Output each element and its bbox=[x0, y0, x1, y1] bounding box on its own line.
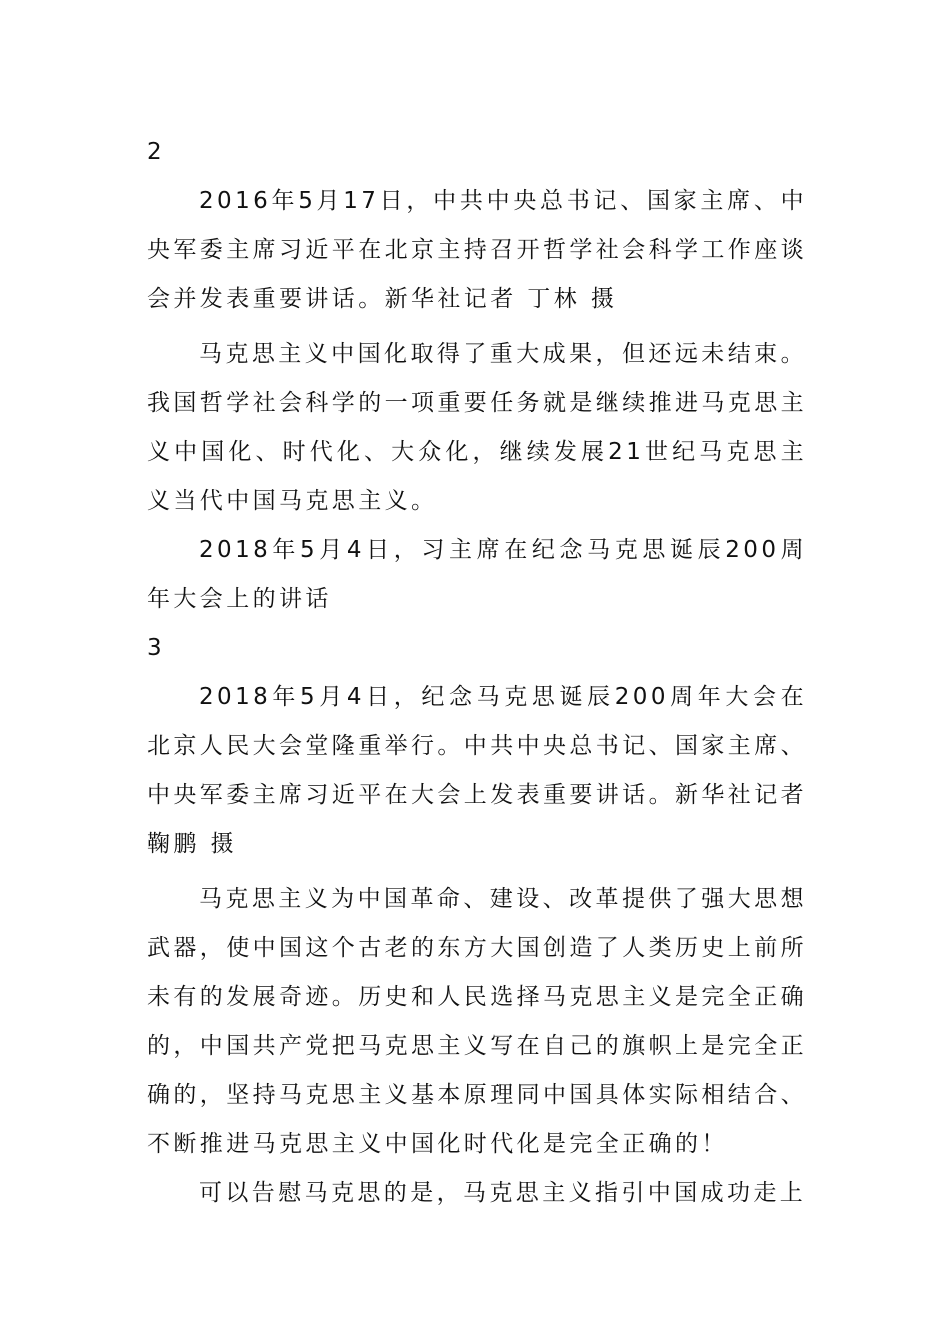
page-number: 2 bbox=[147, 139, 162, 165]
page-number: 3 bbox=[147, 635, 162, 661]
body-paragraph: 2018年5月4日，习主席在纪念马克思诞辰200周年大会上的讲话 bbox=[147, 537, 807, 612]
photo-caption: 2016年5月17日，中共中央总书记、国家主席、中央军委主席习近平在北京主持召开哲学社会科学工作座谈会并发表重要讲话。新华社记者 丁林 摄 bbox=[147, 188, 807, 312]
body-paragraph: 可以告慰马克思的是，马克思主义指引中国成功走上 bbox=[199, 1180, 807, 1206]
body-paragraph: 马克思主义为中国革命、建设、改革提供了强大思想武器，使中国这个古老的东方大国创造了人类历史上前所未有的发展奇迹。历史和人民选择马克思主义是完全正确的，中国共产党把马克思主义写在自己的旗帜上是完全正确的，坚持马克思主义基本原理同中国具体实际相结合、不断推进马克思主义中国化时代化是完全正确的！ bbox=[147, 886, 807, 1157]
body-paragraph: 马克思主义中国化取得了重大成果，但还远未结束。我国哲学社会科学的一项重要任务就是继续推进马克思主义中国化、时代化、大众化，继续发展21世纪马克思主义当代中国马克思主义。 bbox=[147, 341, 807, 514]
photo-caption: 2018年5月4日，纪念马克思诞辰200周年大会在北京人民大会堂隆重举行。中共中央总书记、国家主席、中央军委主席习近平在大会上发表重要讲话。新华社记者 鞠鹏 摄 bbox=[147, 684, 807, 857]
document-page bbox=[147, 128, 807, 1218]
